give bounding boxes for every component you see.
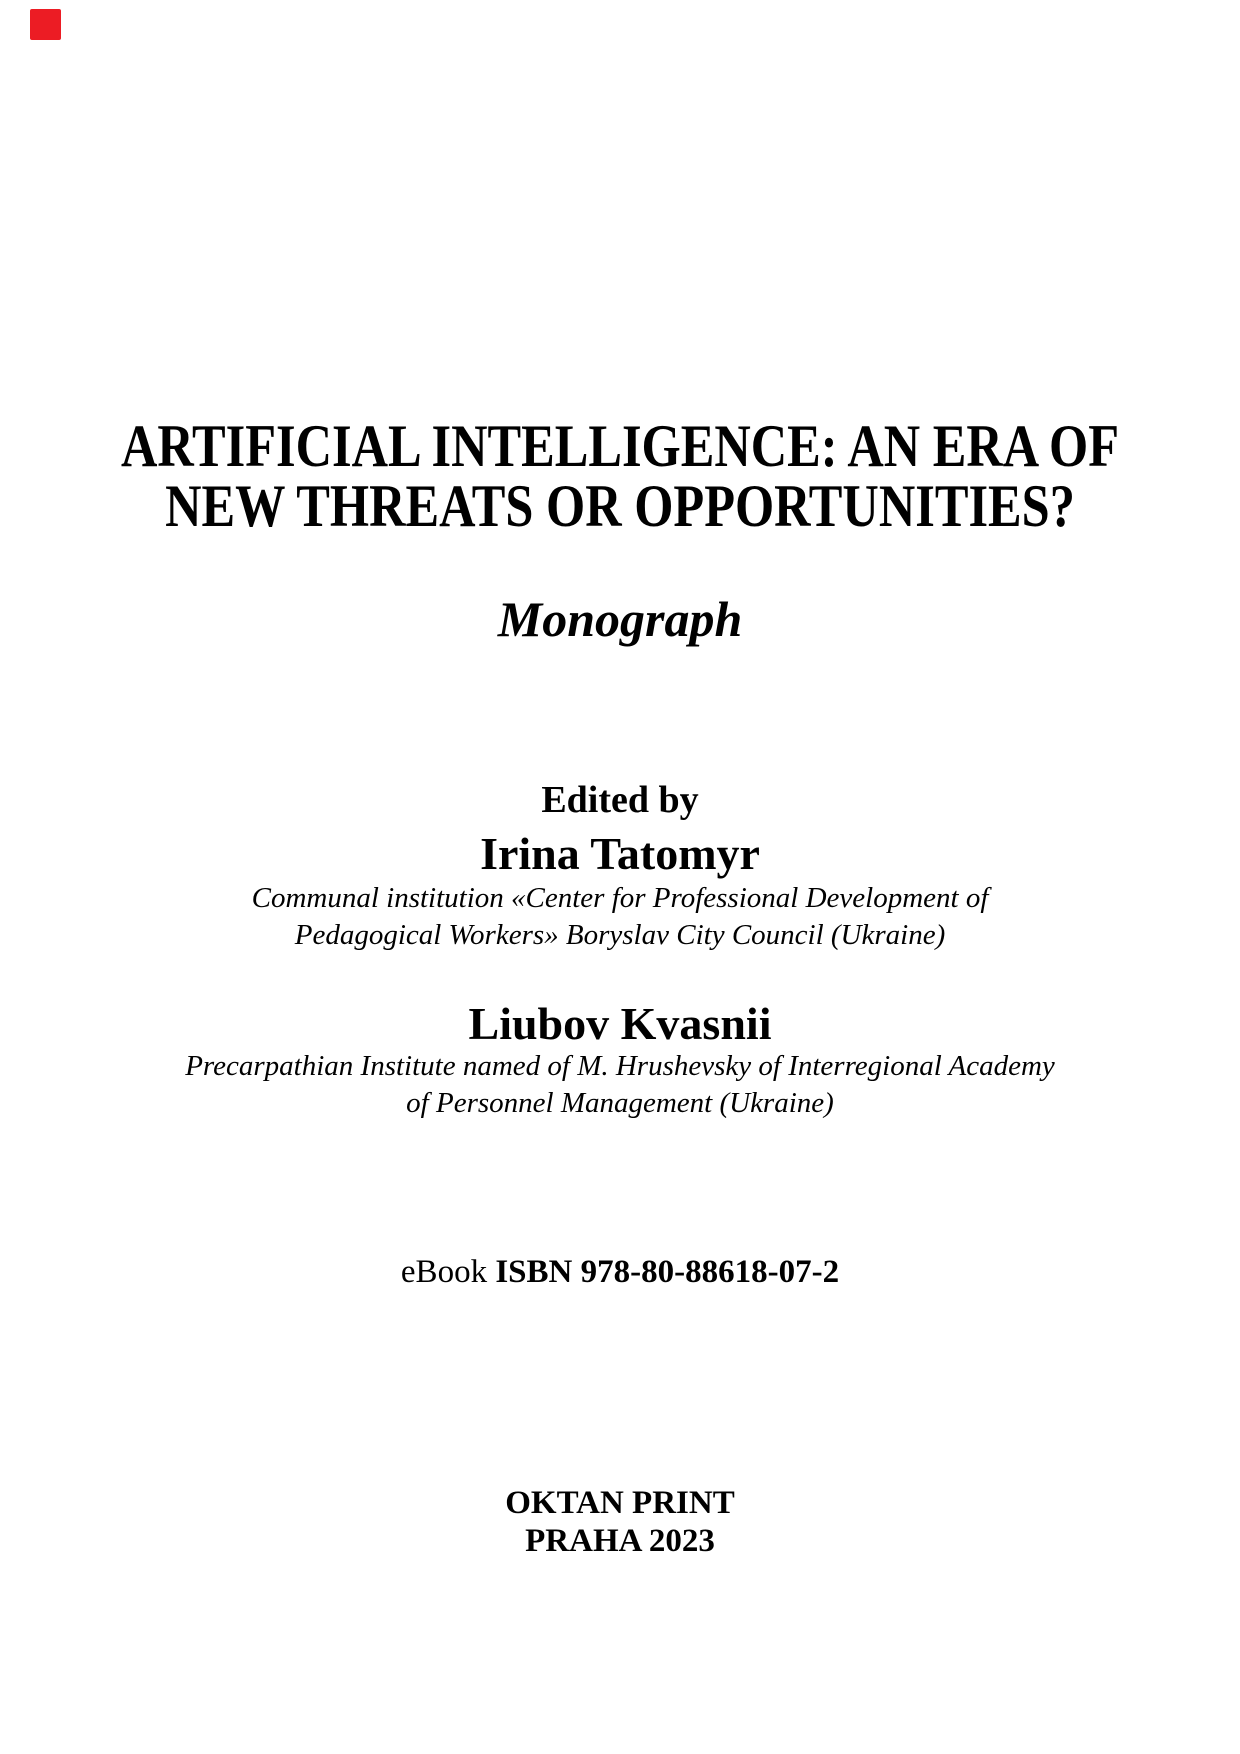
editor-affiliation-2-line-1: Precarpathian Institute named of M. Hrushevsky of Interregional Academy [185,1050,1055,1082]
editor-affiliation-2-line-2: of Personnel Management (Ukraine) [406,1087,834,1119]
editor-name-irina-tatomyr: Irina Tatomyr [480,828,760,879]
subtitle-monograph: Monograph [497,591,743,647]
red-square-marker [30,9,61,40]
isbn-line [0,1253,1240,1291]
book-title [99,413,1141,539]
editor-affiliation-1-line-1: Communal institution «Center for Professional Development of [251,882,989,914]
book-title-line-2: NEW THREATS OR OPPORTUNITIES? [165,473,1075,539]
editor-affiliation-2 [0,1048,1240,1122]
edited-by-label: Edited by [541,779,699,821]
isbn-number: ISBN 978-80-88618-07-2 [495,1254,840,1290]
editor-affiliation-1 [0,880,1240,954]
publisher-place-year: PRAHA 2023 [525,1523,715,1559]
editor-name-liubov-kvasnii: Liubov Kvasnii [468,998,772,1049]
isbn-prefix: eBook [400,1254,488,1290]
editor-affiliation-1-line-2: Pedagogical Workers» Boryslav City Council (Ukraine) [294,919,946,951]
publisher-name: OKTAN PRINT [505,1485,735,1521]
book-title-line-1: ARTIFICIAL INTELLIGENCE: AN ERA OF [120,413,1120,479]
imprint [0,1484,1240,1560]
